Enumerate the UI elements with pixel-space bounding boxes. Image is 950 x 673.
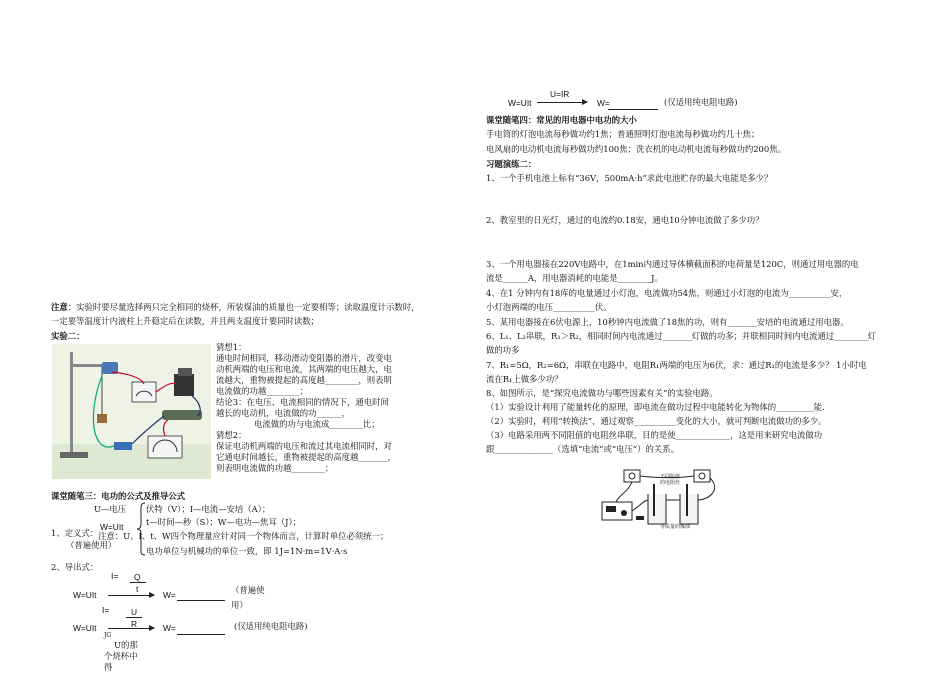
section4-line: 手电筒的灯泡电流每秒做功约1焦；普通照明灯泡电流每秒做功约几十焦； bbox=[486, 129, 760, 139]
question-4: 小灯泡两端的电压__________伏。 bbox=[486, 302, 612, 312]
derive2-numerator: U bbox=[131, 607, 138, 617]
figure-label: 不同阻值 bbox=[660, 474, 681, 480]
guess1-line: 电流做的功越________； bbox=[216, 386, 309, 396]
apparatus-illustration bbox=[52, 344, 211, 479]
derive1-blank bbox=[177, 600, 225, 601]
top-right: W= bbox=[597, 98, 610, 108]
guess2-title: 猜想2： bbox=[216, 430, 247, 440]
question-8-part: 跟______________（选填“电流”或“电压”）的关系。 bbox=[486, 444, 680, 454]
question-6: 做的功多 bbox=[486, 345, 520, 355]
definition-subnote: （普遍使用） bbox=[66, 540, 117, 550]
unit-line: 电功单位与机械功的单位一致，即 1J=1N·m=1V·A·s bbox=[146, 546, 348, 556]
question-6: 6、L₁、L₂串联，R₁＞R₂，相同时间内电流通过_______灯做的功多；并联相同时间内电流通过________灯 bbox=[486, 331, 877, 341]
question-5: 5、某用电器接在6伏电源上，10秒钟内电流做了18焦的功，则有_______安培的电流通过用电器。 bbox=[486, 317, 849, 327]
note-line-2: 一定要等温度计内液柱上升稳定后在读数，并且两支温度计要同时读数； bbox=[51, 316, 319, 326]
derive2-right: W= bbox=[163, 623, 176, 633]
question-3: 3、一个用电器接在220V电路中，在1min内通过导体横截面积的电荷量是120C，则通过用电器的电 bbox=[486, 259, 859, 269]
experiment-apparatus-photo bbox=[52, 344, 211, 479]
overlap-text: U的那 bbox=[114, 640, 138, 650]
question-4: 4、在1 分钟内有18库的电量通过小灯泡，电流做功54焦，则通过小灯泡的电流为__________安， bbox=[486, 288, 848, 298]
conclusion3-tail: 电流做的功与电流成________比； bbox=[254, 419, 380, 429]
top-blank bbox=[608, 109, 658, 110]
derive1-numerator: Q bbox=[134, 572, 141, 582]
derive2-i: I= bbox=[102, 605, 110, 615]
unit-line: 伏特（V）；I—电流—安培（A）； bbox=[146, 504, 271, 514]
guess1-line: 动机两端的电压和电流，其两端的电压越大，电 bbox=[216, 364, 392, 374]
section4-heading: 课堂随笔四：常见的用电器中电功的大小 bbox=[486, 115, 637, 125]
derive1-right: W= bbox=[163, 590, 176, 600]
definition-formula: W=UIt bbox=[100, 522, 124, 532]
question-8-part: （2）实验时，利用“转换法”，通过观察__________变化的大小，就可判断电流做功的多少。 bbox=[486, 416, 827, 426]
top-arrow bbox=[537, 102, 587, 103]
derive1-left: W=UIt bbox=[73, 590, 97, 600]
guess2-line: 保证电动机两端的电压和流过其电流相同时，对 bbox=[216, 441, 392, 451]
figure-label: 等质量的煤油 bbox=[660, 524, 691, 530]
top-left: W=UIt bbox=[508, 98, 532, 108]
top-over-arrow: U=IR bbox=[550, 89, 570, 99]
figure-label: 的电阻丝 bbox=[660, 480, 681, 486]
question-7: 7、R₁=5Ω，R₂=6Ω，串联在电路中，电阻R₁两端的电压为6伏，求：通过R₁的电流是多少？ 1小时电 bbox=[486, 360, 867, 370]
derive2-arrow bbox=[108, 628, 154, 629]
derive1-i: I= bbox=[111, 571, 119, 581]
experiment2-heading: 实验二： bbox=[51, 331, 85, 341]
derive2-left: W=UIt bbox=[73, 623, 97, 633]
section4-line: 电风扇的电动机电流每秒做功约100焦；洗衣机的电动机电流每秒做功约200焦。 bbox=[486, 144, 786, 154]
unit-line: t—时间—秒（S）；W—电功—焦耳（J）； bbox=[146, 517, 302, 527]
conclusion3-line: 结论3：在电压、电流相同的情况下，通电时间 bbox=[216, 397, 389, 407]
question-8-part: （1）实验设计利用了能量转化的原理，即电流在做功过程中电能转化为物体的_________能. bbox=[486, 402, 825, 412]
note-label: 注意 bbox=[51, 302, 68, 312]
derive1-note: （普遍使用） bbox=[231, 585, 265, 610]
derive2-denominator: R bbox=[131, 619, 138, 629]
question-2: 2、教室里的日光灯，通过的电流约0.18安，通电10分钟电流做了多少功？ bbox=[486, 215, 764, 225]
derive1-denominator: t bbox=[136, 584, 139, 594]
derive2-note: (仅适用纯电阻电路) bbox=[234, 621, 308, 631]
question-1: 1、一个手机电池上标有“36V，500mA·h”求此电池贮存的最大电能是多少？ bbox=[486, 173, 773, 183]
overlap-text: 个烧杯中 bbox=[104, 651, 138, 661]
question-7: 流在R₁上做多少功？ bbox=[486, 374, 563, 384]
guess2-line: 则表明电流做的功越________； bbox=[216, 463, 334, 473]
top-note: (仅适用纯电阻电路) bbox=[664, 97, 738, 107]
guess1-line: 流越大，重物被提起的高度越________，则表明 bbox=[216, 375, 392, 385]
definition-label: 1、定义式： bbox=[51, 528, 99, 538]
overlap-mark: JG bbox=[104, 632, 112, 639]
guess2-line: 它通电时间越长，重物被提起的高度越_______， bbox=[216, 452, 397, 462]
guess1-title: 猜想1： bbox=[216, 342, 247, 352]
question-8-part: （3）电路采用两不同阻值的电阻丝串联，目的是使_____________，这是用来研究电流做功 bbox=[486, 430, 823, 440]
overlap-text: 得 bbox=[104, 662, 113, 672]
derive1-arrow bbox=[108, 595, 154, 596]
derive-label: 2、导出式： bbox=[51, 562, 99, 572]
section3-heading: 课堂随笔三：电功的公式及推导公式 bbox=[51, 491, 185, 501]
derive2-blank bbox=[177, 634, 225, 635]
exercise-heading: 习题演练二： bbox=[486, 159, 537, 169]
unit-line: 注意：U、I、t、W四个物理量应针对同一个物体而言，计算时单位必须统一； bbox=[98, 531, 389, 541]
voltage-line: U—电压 bbox=[94, 504, 127, 514]
conclusion3-line: 越长的电动机，电流做的功______， bbox=[216, 408, 350, 418]
note-line-1: 注意：实验时要尽量选择两只完全相同的烧杯，所装煤油的质量也一定要相等；读取温度计示数时， bbox=[51, 302, 420, 312]
circuit-figure bbox=[598, 466, 730, 530]
question-8: 8、如图所示，是“探究电流做功与哪些因素有关”的实验电路。 bbox=[486, 388, 718, 398]
question-3: 流是______A，用电器消耗的电能是________J。 bbox=[486, 273, 663, 283]
guess1-line: 通电时间相同，移动滑动变阻器的滑片，改变电 bbox=[216, 353, 392, 363]
